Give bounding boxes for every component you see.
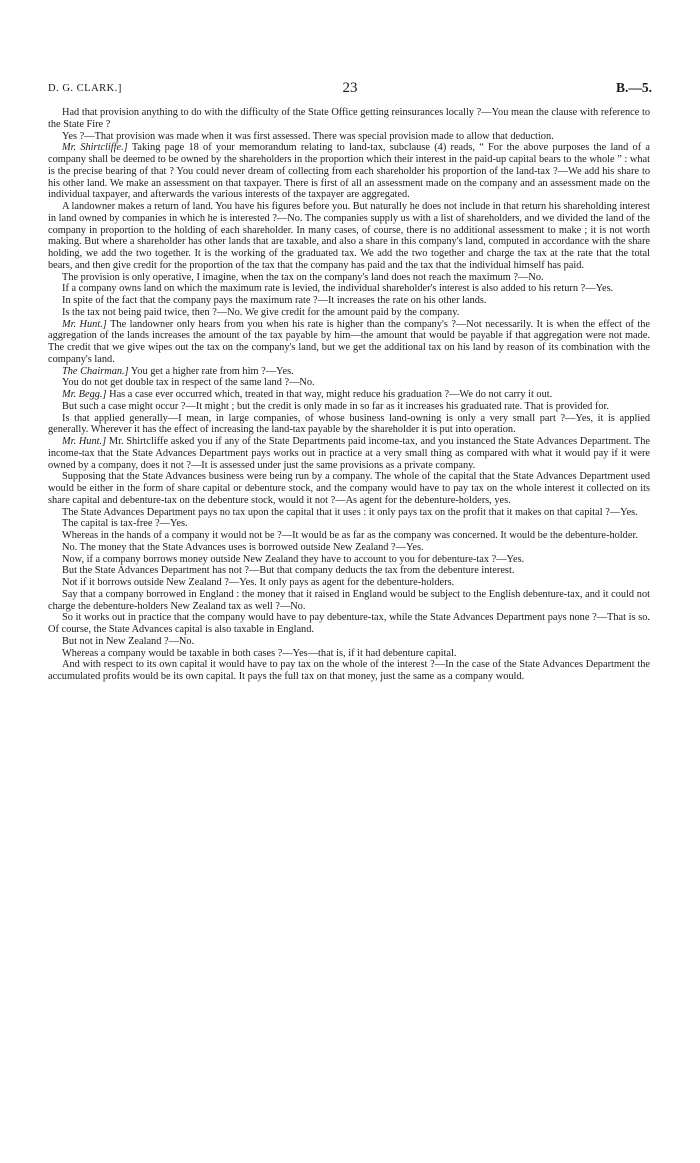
paragraph-text: Yes ?—That provision was made when it was first assessed. There was special provision made to allow that deduction. bbox=[62, 130, 554, 142]
paragraph-text: But such a case might occur ?—It might ; but the credit is only made in so far as it increases his graduated rate. That is provided for. bbox=[62, 400, 610, 412]
paragraph bbox=[48, 201, 650, 272]
speaker-label: Mr. Hunt.] bbox=[62, 318, 107, 330]
paragraph-text: Now, if a company borrows money outside New Zealand they have to account to you for debenture-tax ?—Yes. bbox=[62, 553, 525, 565]
paragraph-text: Had that provision anything to do with the difficulty of the State Office getting reinsurances locally ?—You mean the clause with reference to the State Fire ? bbox=[48, 107, 650, 130]
paragraph-text: A landowner makes a return of land. You have his figures before you. But naturally he does not include in that return his shareholding interest in land owned by companies in which he is interested ?—No. The companies supply us with a list of shareholders, and we divided the land of the company in proportion to the holding of each shareholder. In many cases, of course, there is no additional assessment to make ; it is not worth making. But where a shareholder has other lands that are taxable, and also a share in this company's land, computed in accordance with the share holding, we add the two together. It is the working of the graduated tax. We add the two together and charge the tax at the rate that the total bears, and then give credit for the proportion of the tax that the company has paid and the tax that the individual himself has paid. bbox=[48, 201, 650, 271]
paragraph-text: Taking page 18 of your memorandum relating to land-tax, subclause (4) reads, “ For the above purposes the land of a company shall be deemed to be owned by the shareholders in the proportion which their interest in the paid-up capital bears to the whole ” : what is the precise bearing of that ? You could never dream of collecting from each shareholder his proportion of the land-tax ?—We add his share to his other land. We make an assessment on that taxpayer. There is first of all an assessment made on the company and an assessment made on the individual taxpayer, and afterwards the various interests of the taxpayer are aggregated. bbox=[48, 142, 650, 201]
paragraph-text: And with respect to its own capital it would have to pay tax on the whole of the interest ?—In the case of the State Advances Department the accumulated profits would be its own capital. It pays the full tax on that money, just the same as a company would. bbox=[48, 659, 650, 682]
paragraph-text: You do not get double tax in respect of the same land ?—No. bbox=[62, 377, 315, 389]
paragraph bbox=[48, 436, 650, 471]
paragraph bbox=[48, 589, 650, 613]
paragraph bbox=[48, 554, 650, 566]
paragraph bbox=[48, 401, 650, 413]
paragraph-text: Say that a company borrowed in England : the money that it raised in England would be subject to the English debenture-tax, and it could not charge the debenture-holders New Zealand tax as well ?—No. bbox=[48, 588, 650, 612]
paragraph-text: Not if it borrows outside New Zealand ?—Yes. It only pays as agent for the debenture-holders. bbox=[62, 577, 455, 588]
paragraph bbox=[48, 307, 650, 319]
page-body bbox=[48, 107, 650, 683]
page-number: 23 bbox=[342, 80, 358, 96]
paragraph bbox=[48, 636, 650, 648]
paragraph bbox=[48, 283, 650, 295]
paragraph bbox=[48, 471, 650, 506]
paragraph bbox=[48, 377, 650, 389]
paragraph-text: The capital is tax-free ?—Yes. bbox=[62, 518, 188, 530]
paragraph bbox=[48, 518, 650, 530]
paragraph bbox=[48, 389, 650, 401]
paragraph-text: In spite of the fact that the company pays the maximum rate ?—It increases the rate on his other lands. bbox=[62, 295, 487, 306]
page-header bbox=[48, 80, 652, 100]
paragraph bbox=[48, 577, 650, 589]
paragraph bbox=[48, 295, 650, 307]
paragraph-text: The landowner only hears from you when his rate is higher than the company's ?—Not necessarily. It is when the effect of the aggregation of the lands increases the amount of the tax payable by him—the amount that would be payable if that aggregation were not made. The credit that we give wipes out the tax on the company's land, but we get the additional tax on his land by reason of its combination with the company's land. bbox=[48, 318, 651, 365]
header-witness-name: D. G. CLARK.] bbox=[48, 83, 122, 94]
paragraph-text: But the State Advances Department has not ?—But that company deducts the tax from the debenture interest. bbox=[62, 565, 515, 577]
speaker-label: Mr. Begg.] bbox=[62, 389, 107, 400]
speaker-label: The Chairman.] bbox=[62, 365, 129, 377]
paragraph bbox=[48, 612, 650, 636]
paragraph bbox=[48, 530, 650, 542]
paragraph-text: Mr. Shirtcliffe asked you if any of the State Departments paid income-tax, and you instanced the State Advances Department. The income-tax that the State Advances Department pays works out in practice at a very small thing as compared with what it would pay if it were owned by a company, does it not ?—It is assessed under just the same provisions as a private company. bbox=[48, 436, 650, 471]
paragraph-text: So it works out in practice that the company would have to pay debenture-tax, while the State Advances Department pays none ?—That is so. Of course, the State Advances capital is also taxable in England. bbox=[48, 612, 650, 635]
paragraph-text: Is the tax not being paid twice, then ?—No. We give credit for the amount paid by the company. bbox=[62, 306, 460, 318]
paragraph bbox=[48, 542, 650, 554]
paragraph-text: Is that applied generally—I mean, in large companies, of whose business land-owning is only a very small part ?—Yes, it is applied generally. Wherever it has the effect of increasing the land-tax payable by the shareholder it is put into operation. bbox=[48, 412, 650, 436]
paragraph-text: No. The money that the State Advances uses is borrowed outside New Zealand ?—Yes. bbox=[62, 541, 424, 553]
speaker-label: Mr. Shirtcliffe.] bbox=[62, 142, 128, 154]
paragraph-text: But not in New Zealand ?—No. bbox=[62, 635, 195, 647]
paragraph bbox=[48, 507, 650, 519]
document-reference: B.—5. bbox=[615, 80, 652, 95]
paragraph-text: You get a higher rate from him ?—Yes. bbox=[128, 365, 294, 377]
paragraph bbox=[48, 413, 650, 437]
paragraph bbox=[48, 272, 650, 284]
paragraph bbox=[48, 565, 650, 577]
paragraph bbox=[48, 107, 650, 131]
speaker-label: Mr. Hunt.] bbox=[62, 436, 107, 447]
paragraph-text: Supposing that the State Advances business were being run by a company. The whole of the capital that the State Advances Department used would be either in the form of share capital or debenture stock, and the company would have to pay tax on the whole interest it collected on its share capital and debenture-tax on the debenture stock, would it not ?—As agent for the debenture-holders, yes. bbox=[48, 471, 650, 506]
paragraph-text: Has a case ever occurred which, treated in that way, might reduce his graduation ?—We do not carry it out. bbox=[106, 389, 553, 400]
paragraph-text: Whereas a company would be taxable in both cases ?—Yes—that is, if it had debenture capital. bbox=[62, 647, 457, 659]
paragraph bbox=[48, 648, 650, 660]
paragraph bbox=[48, 366, 650, 378]
paragraph bbox=[48, 659, 650, 683]
paragraph-text: The State Advances Department pays no tax upon the capital that it uses : it only pays tax on the profit that it makes on that capital ?—Yes. bbox=[62, 506, 638, 518]
paragraph bbox=[48, 319, 650, 366]
paragraph-text: The provision is only operative, I imagine, when the tax on the company's land does not reach the maximum ?—No. bbox=[62, 271, 544, 283]
paragraph bbox=[48, 131, 650, 143]
paragraph-text: Whereas in the hands of a company it would not be ?—It would be as far as the company was concerned. It would be the debenture-holder. bbox=[62, 530, 638, 541]
paragraph-text: If a company owns land on which the maximum rate is levied, the individual shareholder's interest is also added to his return ?—Yes. bbox=[62, 283, 614, 295]
paragraph bbox=[48, 142, 650, 201]
